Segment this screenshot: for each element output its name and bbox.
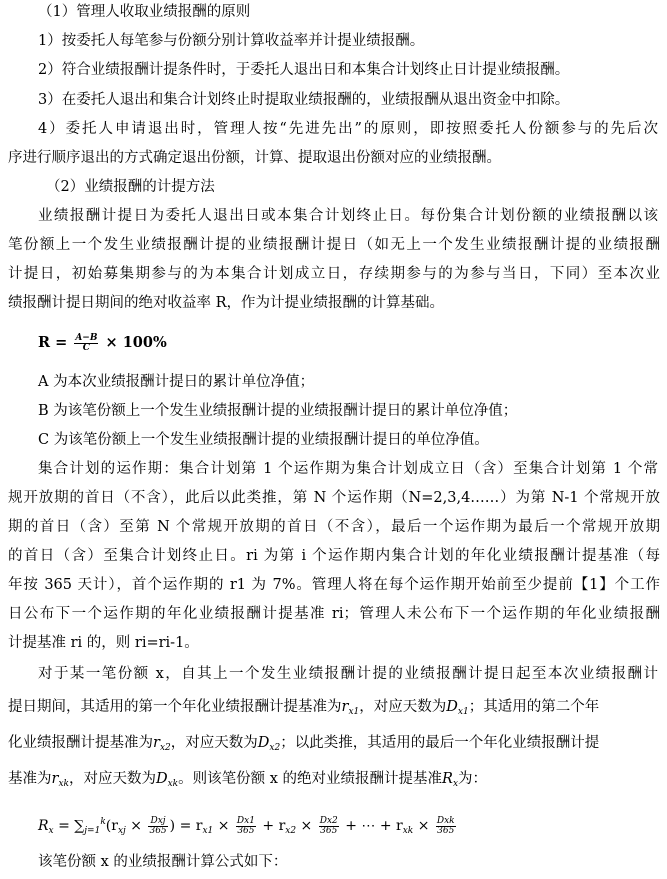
- definition-b: B 为该笔份额上一个发生业绩报酬计提的业绩报酬计提日的累计单位净值；: [38, 403, 518, 419]
- paragraph-line: 年按 365 天计），首个运作期的 r1 为 7%。管理人将在每个运作期开始前至少提前【1】个工作: [8, 577, 660, 593]
- symbol-rxk: $r_{xk}$: [51, 771, 69, 789]
- symbol-rx1: $r_{x1}$: [341, 699, 360, 717]
- paragraph-line: 规开放期的首日（不含），此后以此类推，第 N 个运作期（N=2,3,4……）为第 N-1 个常规开放: [8, 490, 660, 506]
- symbol-dx1: $D_{x1}$: [446, 699, 469, 717]
- paragraph-line-with-symbols: 提日期间，其适用的第一个年化业绩报酬计提基准为$r_{x1}$，对应天数为$D_{x1}$；其适用的第二个年: [8, 699, 600, 717]
- definition-a: A 为本次业绩报酬计提日的累计单位净值；: [38, 374, 315, 390]
- symbol-rx2: $r_{x2}$: [153, 735, 171, 753]
- paragraph-line-with-symbols: 基准为$r_{xk}$，对应天数为$D_{xk}$。则该笔份额 x 的绝对业绩报酬计提基准$R_x$为：: [8, 771, 488, 789]
- symbol-rx: $R_x$: [442, 771, 459, 789]
- paragraph-line: 绩报酬计提日期间的绝对收益率 R，作为计提业绩报酬的计算基础。: [8, 295, 445, 311]
- paragraph-line: 对于某一笔份额 x，自其上一个发生业绩报酬计提的业绩报酬计提日起至本次业绩报酬计: [38, 666, 658, 682]
- paragraph-line: 1）按委托人每笔参与份额分别计算收益率并计提业绩报酬。: [38, 33, 425, 49]
- formula-rx: $R_x = \sum_{j=1}^k(r_{xj}$ × $\frac{\text{Dxj}}{365}$ ) = $r_{x1}$ × $\frac{Dx1}{365}$ + $r_{x2}$ × $\frac{Dx2}{365}$ + ⋯ + $r_{xk}$ × $\frac{\text{Dxk}}{365}$: [38, 815, 455, 836]
- paragraph-line: 序进行顺序退出的方式确定退出份额，计算、提取退出份额对应的业绩报酬。: [8, 150, 501, 166]
- formula-r: R = $\frac{A-B}{C}$ × 100%: [38, 332, 167, 353]
- paragraph-line: 2）符合业绩报酬计提条件时，于委托人退出日和本集合计划终止日计提业绩报酬。: [38, 62, 570, 78]
- section-heading-2: （2）业绩报酬的计提方法: [46, 179, 215, 195]
- paragraph-line: 日公布下一个运作期的年化业绩报酬计提基准 ri；管理人未公布下一个运作期的年化业绩报酬: [8, 606, 660, 622]
- symbol-dxk: $D_{xk}$: [155, 771, 179, 789]
- paragraph-line: 笔份额上一个发生业绩报酬计提的业绩报酬计提日（如无上一个发生业绩报酬计提的业绩报酬: [8, 237, 660, 253]
- paragraph-line: 计提日，初始募集期参与的为本集合计划成立日，存续期参与的为参与当日，下同）至本次业: [8, 266, 660, 282]
- paragraph-line: 该笔份额 x 的业绩报酬计算公式如下：: [38, 854, 288, 870]
- paragraph-line: 的首日（含）至集合计划终止日。ri 为第 i 个运作期内集合计划的年化业绩报酬计提基准（每: [8, 548, 660, 564]
- symbol-dx2: $D_{x2}$: [257, 735, 281, 753]
- paragraph-line: 业绩报酬计提日为委托人退出日或本集合计划终止日。每份集合计划份额的业绩报酬以该: [38, 208, 658, 224]
- definition-c: C 为该笔份额上一个发生业绩报酬计提的业绩报酬计提日的单位净值。: [38, 432, 489, 448]
- paragraph-line: 计提基准 ri 的，则 ri=ri-1。: [8, 635, 199, 651]
- section-heading-1: （1）管理人收取业绩报酬的原则: [38, 4, 251, 20]
- paragraph-line: 集合计划的运作期：集合计划第 1 个运作期为集合计划成立日（含）至集合计划第 1 个常: [38, 461, 658, 477]
- paragraph-line: 3）在委托人退出和集合计划终止时提取业绩报酬的，业绩报酬从退出资金中扣除。: [38, 92, 570, 108]
- paragraph-line: 4）委托人申请退出时，管理人按“先进先出”的原则，即按照委托人份额参与的先后次: [38, 121, 658, 137]
- paragraph-line: 期的首日（含）至第 N 个常规开放期的首日（不含），最后一个运作期为最后一个常规开放期: [8, 519, 660, 535]
- paragraph-line-with-symbols: 化业绩报酬计提基准为$r_{x2}$，对应天数为$D_{x2}$；以此类推，其适用的最后一个年化业绩报酬计提: [8, 735, 600, 753]
